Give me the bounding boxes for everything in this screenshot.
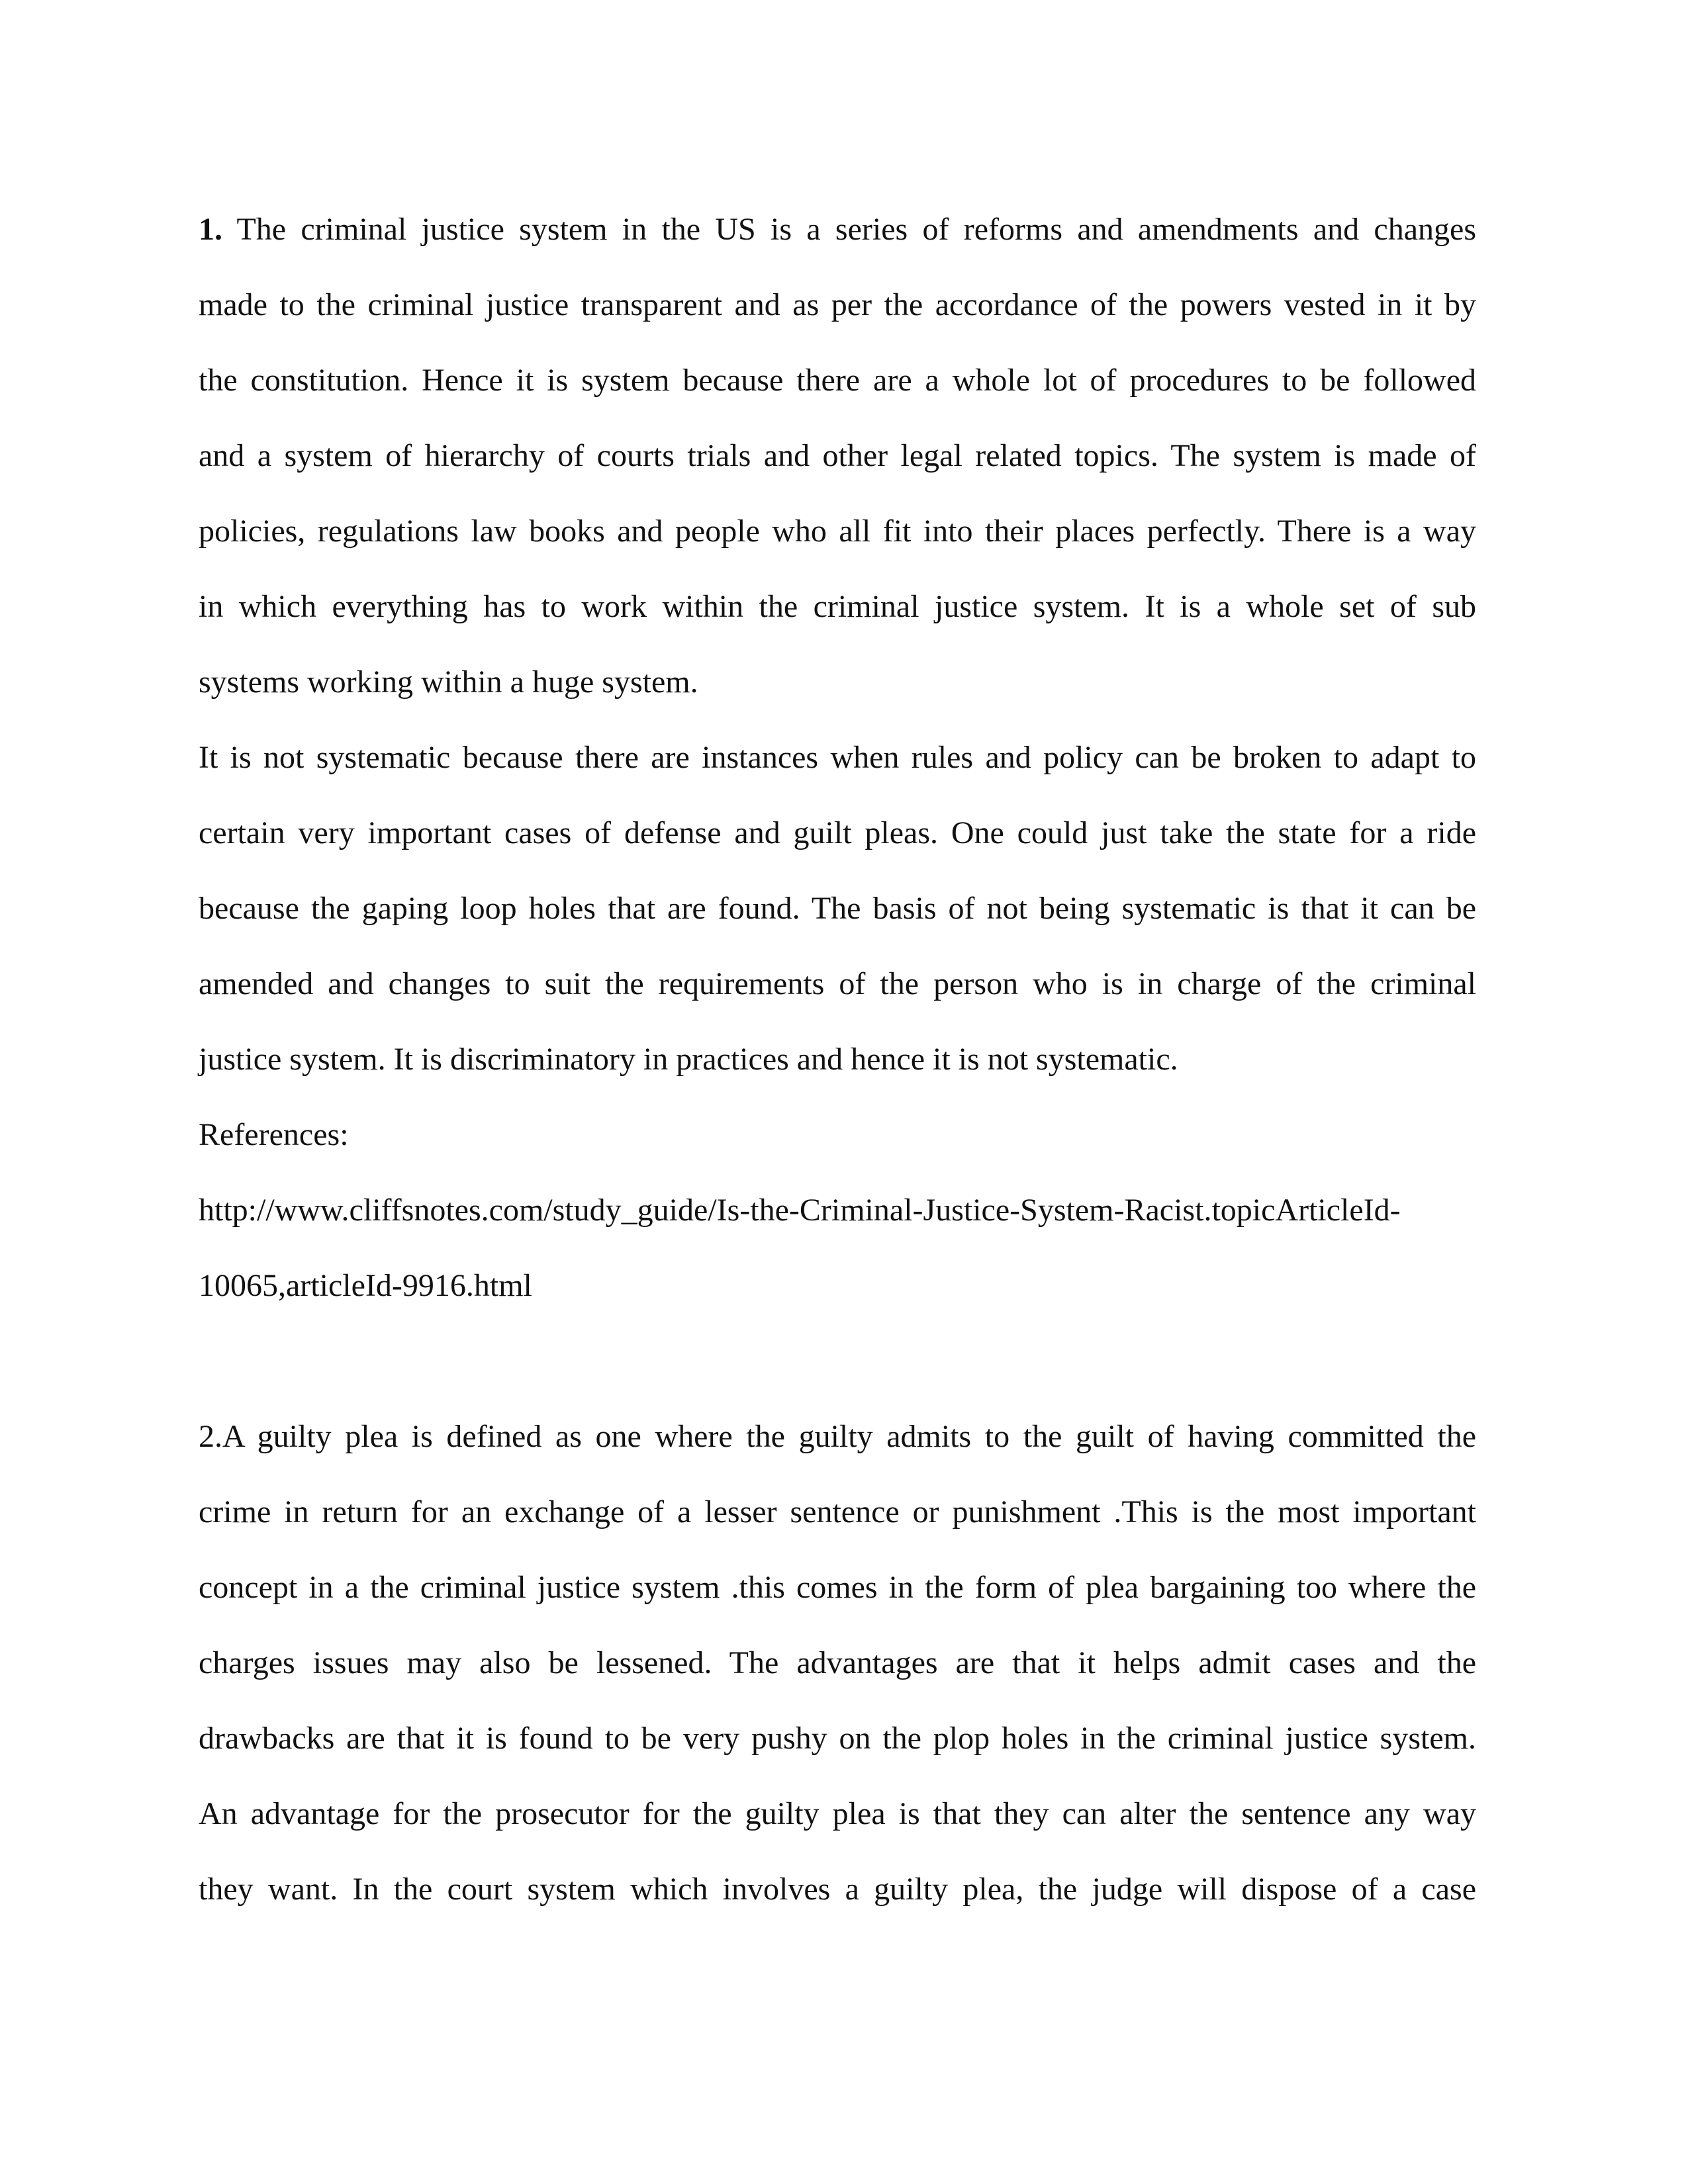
references-heading: References:	[199, 1117, 349, 1152]
section1-para2-line: It is not systematic because there are instances when rules and policy can be broken to adapt to	[199, 740, 1476, 775]
document-page	[199, 192, 1476, 1927]
section1-para2-line: because the gaping loop holes that are found. The basis of not being systematic is that it can be	[199, 891, 1476, 926]
section2-line: they want. In the court system which involves a guilty plea, the judge will dispose of a case	[199, 1872, 1476, 1907]
section2-line: 2.A guilty plea is defined as one where the guilty admits to the guilt of having committed the	[199, 1419, 1476, 1454]
section1-line	[199, 192, 1476, 267]
section1-para2-line: amended and changes to suit the requirements of the person who is in charge of the criminal	[199, 966, 1476, 1001]
section2-line: concept in a the criminal justice system .this comes in the form of plea bargaining too where the	[199, 1570, 1476, 1605]
section2-line: crime in return for an exchange of a lesser sentence or punishment .This is the most important	[199, 1494, 1476, 1529]
section1-para2-line: justice system. It is discriminatory in practices and hence it is not systematic.	[199, 1042, 1178, 1077]
section1-line-text: The criminal justice system in the US is a series of reforms and amendments and changes	[236, 212, 1477, 247]
section1-line: systems working within a huge system.	[199, 664, 698, 700]
section1-line: policies, regulations law books and people who all fit into their places perfectly. There is a way	[199, 514, 1476, 549]
section1-number: 1.	[199, 212, 222, 247]
reference-link-line[interactable]: 10065,articleId-9916.html	[199, 1268, 532, 1303]
section1-line: made to the criminal justice transparent and as per the accordance of the powers vested in it by	[199, 287, 1476, 322]
section-spacer	[199, 1324, 1476, 1399]
section1-para2-line: certain very important cases of defense and guilt pleas. One could just take the state for a ride	[199, 815, 1476, 850]
section1-line: in which everything has to work within the criminal justice system. It is a whole set of sub	[199, 589, 1476, 624]
section2-line: drawbacks are that it is found to be very pushy on the plop holes in the criminal justice system.	[199, 1721, 1476, 1756]
section1-line: the constitution. Hence it is system because there are a whole lot of procedures to be followed	[199, 363, 1476, 398]
section1-line: and a system of hierarchy of courts trials and other legal related topics. The system is made of	[199, 438, 1476, 473]
reference-link-line[interactable]: http://www.cliffsnotes.com/study_guide/Is-the-Criminal-Justice-System-Racist.topicArticleId-	[199, 1193, 1401, 1228]
section2-line: charges issues may also be lessened. The advantages are that it helps admit cases and the	[199, 1645, 1476, 1680]
section2-line: An advantage for the prosecutor for the guilty plea is that they can alter the sentence any way	[199, 1796, 1476, 1831]
